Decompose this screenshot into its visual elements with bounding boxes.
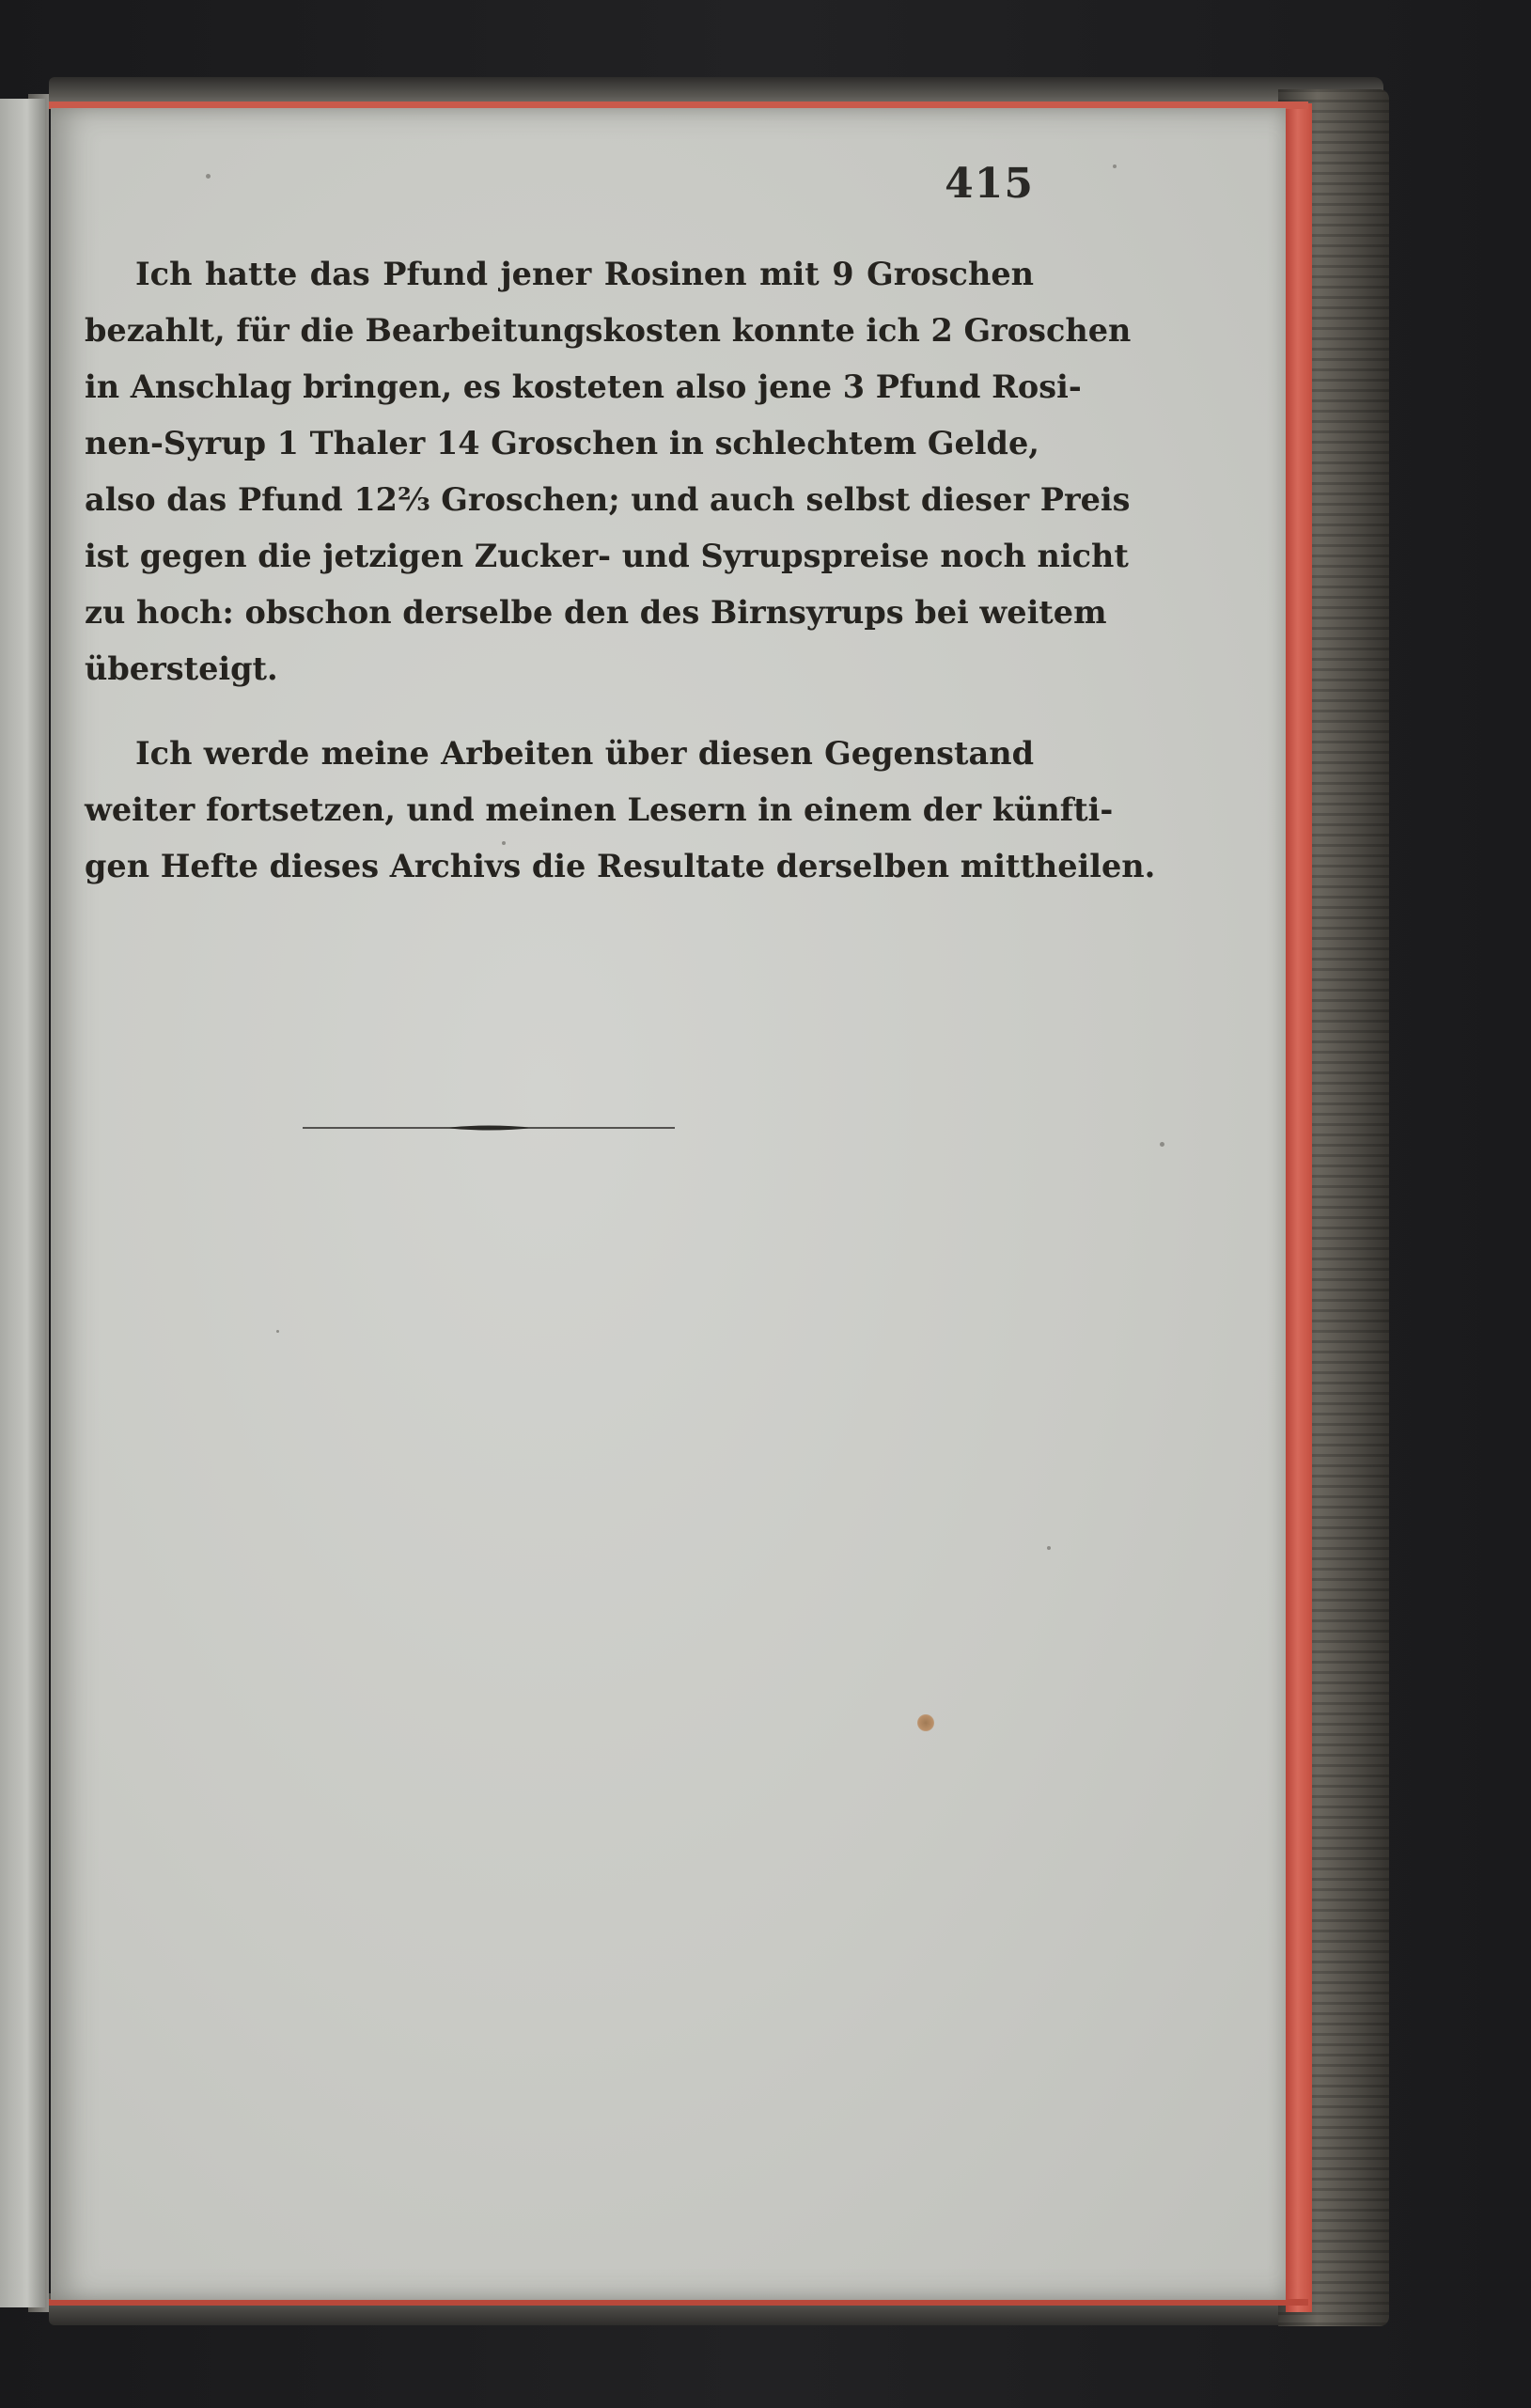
text-line: in Anschlag bringen, es kosteten also jene 3 Pfund Rosi- bbox=[85, 368, 1082, 405]
red-page-edge bbox=[1286, 103, 1312, 2312]
paper-speck bbox=[1113, 164, 1117, 168]
paragraph-gap bbox=[85, 697, 1034, 726]
text-line: Ich hatte das Pfund jener Rosinen mit 9 Groschen bbox=[135, 256, 1034, 292]
body-text bbox=[85, 246, 1156, 895]
text-line: weiter fortsetzen, und meinen Lesern in einem der künfti- bbox=[85, 791, 1114, 828]
page-number: 415 bbox=[945, 160, 1034, 208]
text-line: übersteigt. bbox=[85, 650, 278, 687]
red-bottom-edge bbox=[49, 2299, 1308, 2306]
text-line: zu hoch: obschon derselbe den des Birnsyrups bei weitem bbox=[85, 594, 1107, 631]
paper-speck bbox=[206, 174, 211, 179]
foxing-spot bbox=[917, 1714, 934, 1731]
paragraph-1 bbox=[85, 246, 1132, 697]
previous-page-edge bbox=[0, 99, 45, 2307]
text-line: ist gegen die jetzigen Zucker- und Syrupspreise noch nicht bbox=[85, 538, 1129, 574]
paper-speck bbox=[1160, 1142, 1164, 1147]
text-line: gen Hefte dieses Archivs die Resultate derselben mittheilen. bbox=[85, 848, 1156, 884]
paragraph-2 bbox=[85, 726, 1156, 895]
text-line: nen-Syrup 1 Thaler 14 Groschen in schlechtem Gelde, bbox=[85, 425, 1039, 461]
text-line: also das Pfund 12⅔ Groschen; und auch selbst dieser Preis bbox=[85, 481, 1131, 518]
paper-speck bbox=[1047, 1546, 1051, 1550]
text-line: bezahlt, für die Bearbeitungskosten konnte ich 2 Groschen bbox=[85, 312, 1132, 349]
paper-speck bbox=[276, 1330, 279, 1333]
text-line: Ich werde meine Arbeiten über diesen Gegenstand bbox=[135, 735, 1034, 772]
section-divider-rule bbox=[303, 1123, 675, 1133]
